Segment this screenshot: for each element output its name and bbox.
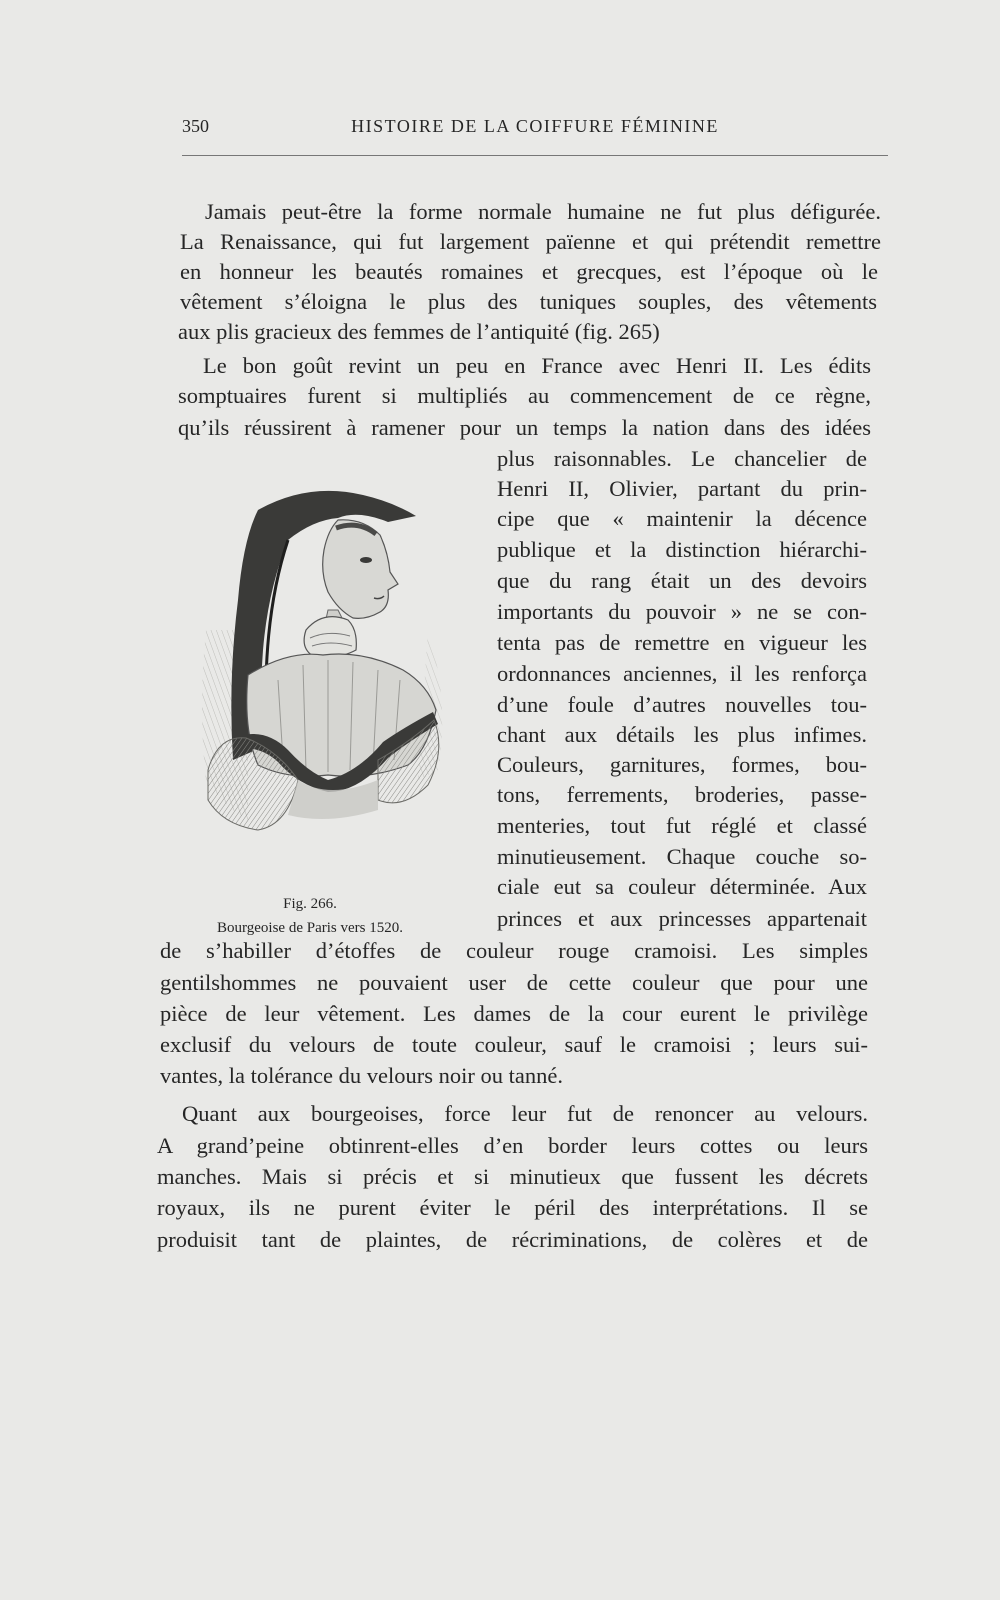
text-line: aux plis gracieux des femmes de l’antiquité (fig. 265) <box>178 319 660 344</box>
text-line: Henri II, Olivier, partant du prin- <box>497 476 867 501</box>
text-line: tenta pas de remettre en vigueur les <box>497 630 867 655</box>
text-line: produisit tant de plaintes, de récriminations, de colères et de <box>157 1227 868 1252</box>
text-line: somptuaires furent si multipliés au commencement de ce règne, <box>178 383 871 408</box>
text-line: Jamais peut-être la forme normale humaine ne fut plus défigurée. <box>205 199 881 224</box>
text-line: manches. Mais si précis et si minutieux que fussent les décrets <box>157 1164 868 1189</box>
figure-caption-text: Bourgeoise de Paris vers 1520. <box>217 920 403 936</box>
figure-number: Fig. 266. <box>283 896 337 912</box>
text-line: tons, ferrements, broderies, passe- <box>497 782 867 807</box>
text-line: exclusif du velours de toute couleur, sauf le cramoisi ; leurs sui- <box>160 1032 868 1057</box>
text-line: minutieusement. Chaque couche so- <box>497 844 867 869</box>
running-head <box>182 112 888 142</box>
text-line: menteries, tout fut réglé et classé <box>497 813 867 838</box>
text-line: princes et aux princesses appartenait <box>497 906 867 931</box>
text-line: pièce de leur vêtement. Les dames de la cour eurent le privilège <box>160 1001 868 1026</box>
text-line: que du rang était un des devoirs <box>497 568 867 593</box>
text-line: importants du pouvoir » ne se con- <box>497 599 867 624</box>
text-line: ordonnances anciennes, il les renforça <box>497 661 867 686</box>
text-line: vêtement s’éloigna le plus des tuniques souples, des vêtements <box>180 289 877 314</box>
text-line: ciale eut sa couleur déterminée. Aux <box>497 874 867 899</box>
portrait-engraving <box>188 480 468 870</box>
text-line: publique et la distinction hiérarchi- <box>497 537 867 562</box>
text-line: d’une foule d’autres nouvelles tou- <box>497 692 867 717</box>
text-line: A grand’peine obtinrent-elles d’en border leurs cottes ou leurs <box>157 1133 868 1158</box>
text-line: en honneur les beautés romaines et grecques, est l’époque où le <box>180 259 878 284</box>
text-line: Quant aux bourgeoises, force leur fut de renoncer au velours. <box>182 1101 868 1126</box>
text-line: gentilshommes ne pouvaient user de cette couleur que pour une <box>160 970 868 995</box>
text-line: de s’habiller d’étoffes de couleur rouge cramoisi. Les simples <box>160 938 868 963</box>
header-rule <box>182 155 888 156</box>
text-line: royaux, ils ne purent éviter le péril des interprétations. Il se <box>157 1195 868 1220</box>
text-line: chant aux détails les plus infimes. <box>497 722 867 747</box>
text-line: plus raisonnables. Le chancelier de <box>497 446 867 471</box>
figure-illustration <box>188 480 468 870</box>
text-line: vantes, la tolérance du velours noir ou tanné. <box>160 1063 563 1088</box>
page-number: 350 <box>182 116 209 136</box>
text-line: Couleurs, garnitures, formes, bou- <box>497 752 867 777</box>
figure-caption <box>140 892 480 940</box>
text-line: qu’ils réussirent à ramener pour un temps la nation dans des idées <box>178 415 871 440</box>
running-title: HISTOIRE DE LA COIFFURE FÉMININE <box>351 116 719 136</box>
text-line: Le bon goût revint un peu en France avec Henri II. Les édits <box>203 353 871 378</box>
text-line: La Renaissance, qui fut largement païenne et qui prétendit remettre <box>180 229 881 254</box>
text-line: cipe que « maintenir la décence <box>497 506 867 531</box>
